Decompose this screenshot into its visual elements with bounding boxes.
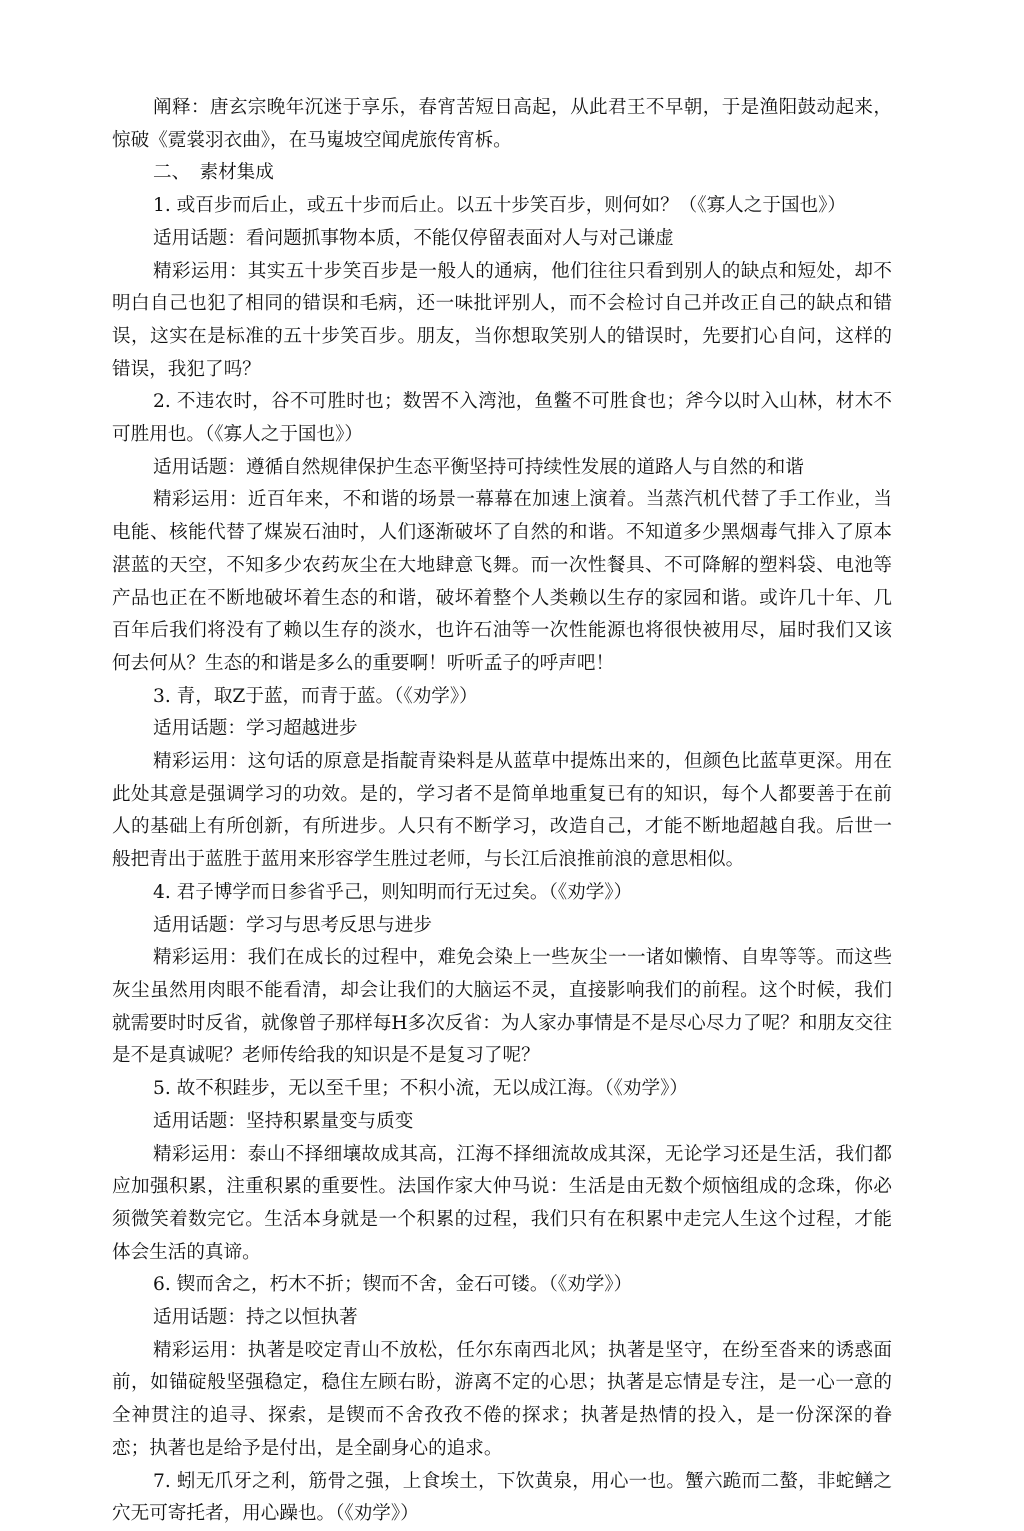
item-usage: 精彩运用：我们在成长的过程中，难免会染上一些灰尘一一诸如懒惰、自卑等等。而这些灰尘虽然用肉眼不能看清，却会让我们的大脑运不灵，直接影响我们的前程。这个时候，我们就需要时时反省，就像曾子那样每H多次反省：为人家办事情是不是尽心尽力了呢？和朋友交往是不是真诚呢？老师传给我的知识是不是复习了呢？ xyxy=(112,947,892,1067)
item-quote: 7. 蚓无爪牙之利，筋骨之强，上食埃土，下饮黄泉，用心一也。蟹六跪而二螯，非蛇鳝之穴无可寄托者，用心躁也。（《劝学》） xyxy=(112,1470,892,1525)
intro-text: 唐玄宗晚年沉迷于享乐，春宵苦短日高起，从此君王不早朝，于是渔阳鼓动起来，惊破《霓裳羽衣曲》，在马嵬坡空闻虎旅传宵柝。 xyxy=(112,97,892,151)
item-usage: 精彩运用：其实五十步笑百步是一般人的通病，他们往往只看到别人的缺点和短处，却不明白自己也犯了相同的错误和毛病，还一味批评别人，而不会检讨自己并改正自己的缺点和错误，这实在是标准的五十步笑百步。朋友，当你想取笑别人的错误时，先要扪心自问，这样的错误，我犯了吗？ xyxy=(112,260,892,380)
item-quote: 4. 君子博学而日参省乎己，则知明而行无过矣。（《劝学》） xyxy=(153,881,633,903)
item-topic: 适用话题：看问题抓事物本质，不能仅停留表面对人与对己谦虚 xyxy=(153,227,674,249)
item-quote: 1. 或百步而后止，或五十步而后止。以五十步笑百步，则何如？（《寡人之于国也》） xyxy=(153,195,847,217)
section-heading: 二、 素材集成 xyxy=(153,162,274,184)
item-usage: 精彩运用：泰山不择细壤故成其高，江海不择细流故成其深，无论学习还是生活，我们都应加强积累，注重积累的重要性。法国作家大仲马说：生活是由无数个烦恼组成的念珠，你必须微笑着数完它。生活本身就是一个积累的过程，我们只有在积累中走完人生这个过程，才能体会生活的真谛。 xyxy=(112,1143,892,1263)
item-usage: 精彩运用：这句话的原意是指靛青染料是从蓝草中提炼出来的，但颜色比蓝草更深。用在此处其意是强调学习的功效。是的，学习者不是简单地重复已有的知识，每个人都要善于在前人的基础上有所创新，有所进步。人只有不断学习，改造自己，才能不断地超越自我。后世一般把青出于蓝胜于蓝用来形容学生胜过老师，与长江后浪推前浪的意思相似。 xyxy=(112,751,892,871)
material-item-1 xyxy=(112,190,892,386)
item-quote: 3. 青，取Z于蓝，而青于蓝。（《劝学》） xyxy=(153,685,478,707)
item-quote: 5. 故不积跬步，无以至千里；不积小流，无以成江海。（《劝学》） xyxy=(153,1078,688,1100)
material-item-2 xyxy=(112,386,892,680)
material-item-6 xyxy=(112,1269,892,1465)
intro-label: 阐释： xyxy=(153,97,210,118)
material-item-3 xyxy=(112,681,892,877)
item-usage: 精彩运用：执著是咬定青山不放松，任尔东南西北风；执著是坚守，在纷至沓来的诱惑面前，如锚碇般坚强稳定，稳住左顾右盼，游离不定的心思；执著是忘情是专注，是一心一意的全神贯注的追寻、探索，是锲而不舍孜孜不倦的探求；执著是热情的投入，是一份深深的眷恋；执著也是给予是付出，是全副身心的追求。 xyxy=(112,1339,892,1459)
material-item-5 xyxy=(112,1073,892,1269)
item-topic: 适用话题：持之以恒执著 xyxy=(153,1307,358,1329)
item-topic: 适用话题：坚持积累量变与质变 xyxy=(153,1110,414,1132)
document-page xyxy=(112,92,892,1531)
item-quote: 2. 不违农时，谷不可胜时也；数罟不入湾池，鱼鳖不可胜食也；斧今以时入山林，材木不可胜用也。（《寡人之于国也》） xyxy=(112,391,892,446)
material-item-4 xyxy=(112,877,892,1073)
item-topic: 适用话题：学习超越进步 xyxy=(153,718,358,740)
item-topic: 适用话题：遵循自然规律保护生态平衡坚持可持续性发展的道路人与自然的和谐 xyxy=(153,456,804,478)
item-quote: 6. 锲而舍之，朽木不折；锲而不舍，金石可镂。（《劝学》） xyxy=(153,1274,633,1296)
material-item-7 xyxy=(112,1466,892,1531)
item-usage: 精彩运用：近百年来，不和谐的场景一幕幕在加速上演着。当蒸汽机代替了手工作业，当电能、核能代替了煤炭石油时，人们逐渐破坏了自然的和谐。不知道多少黑烟毒气排入了原本湛蓝的天空，不知多少农药灰尘在大地肆意飞舞。而一次性餐具、不可降解的塑料袋、电池等产品也正在不断地破坏着生态的和谐，破坏着整个人类赖以生存的家园和谐。或许几十年、几百年后我们将没有了赖以生存的淡水，也许石油等一次性能源也将很快被用尽，届时我们又该何去何从？生态的和谐是多么的重要啊！听听孟子的呼声吧！ xyxy=(112,489,892,674)
item-topic: 适用话题：学习与思考反思与进步 xyxy=(153,914,432,936)
intro-paragraph xyxy=(112,92,892,157)
